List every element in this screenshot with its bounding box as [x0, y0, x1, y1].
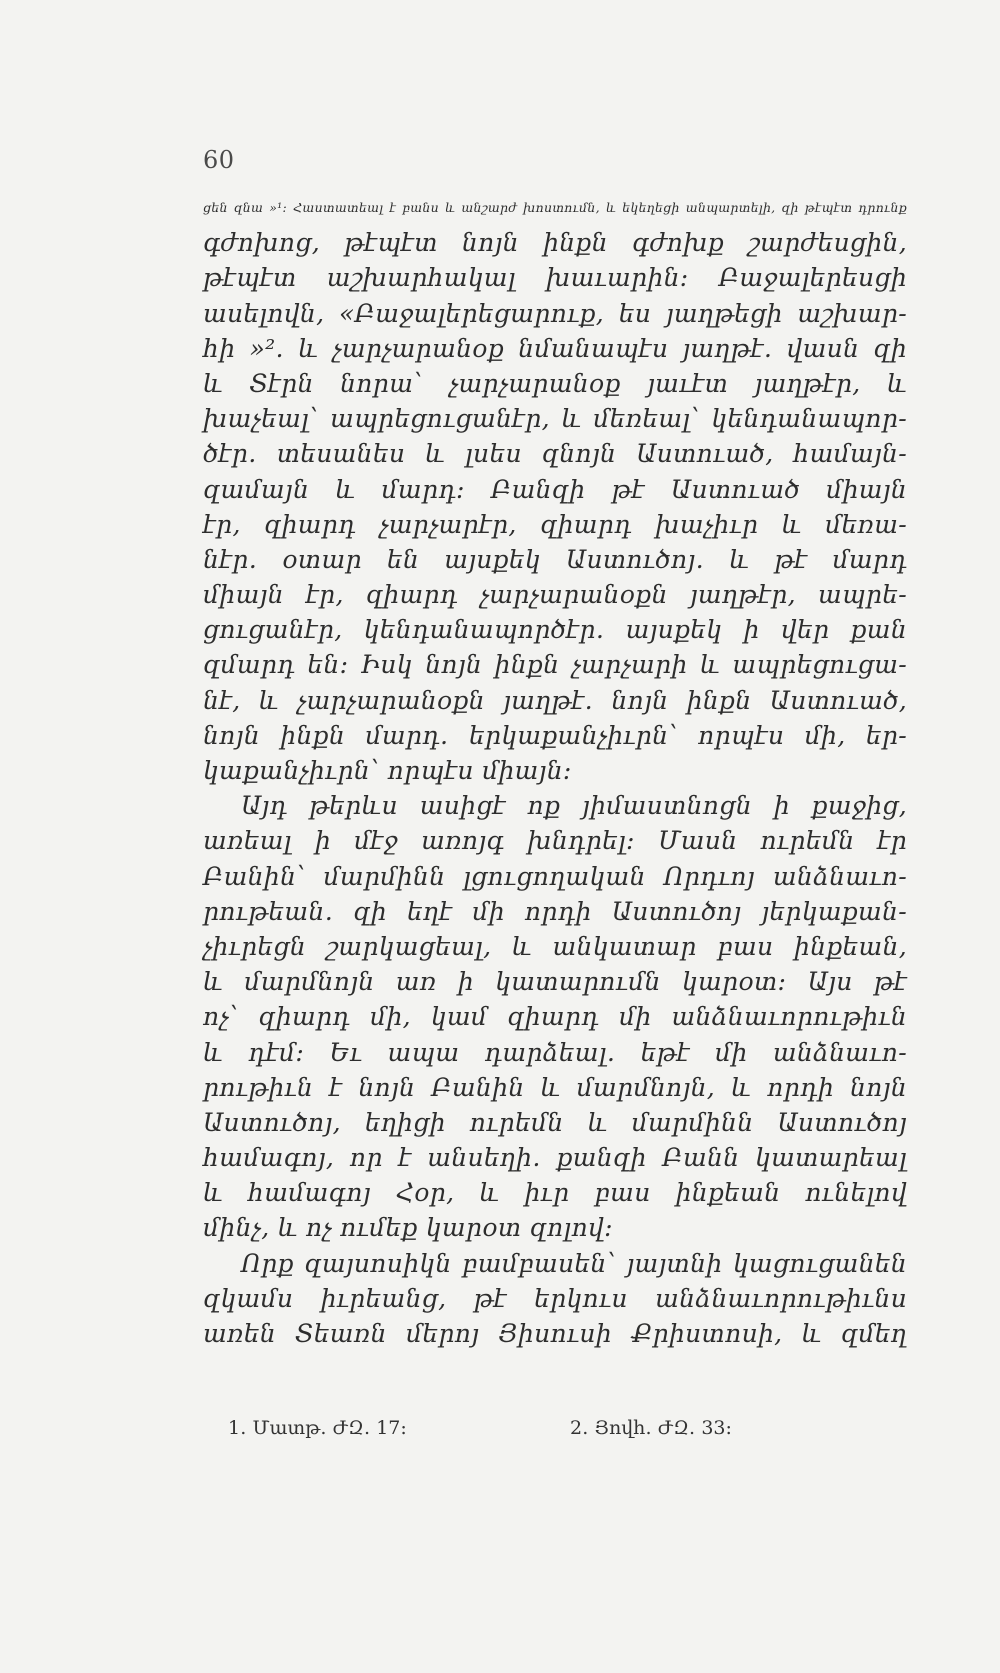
text-line: մինչ, և ոչ ումեք կարօտ զոլով։ — [203, 1213, 613, 1243]
text-line: զամայն և մարդ։ Բանզի թէ Աստուած միայն — [203, 474, 907, 504]
text-line: Աստուծոյ, եղիցի ուրեմն և մարմինն Աստուծոյ — [203, 1107, 907, 1137]
text-line: Բանին՝ մարմինն լցուցողական Որդւոյ անձնաւո- — [203, 861, 907, 891]
text-line: ցուցանէր, կենդանապործէր․ այսքեկ ի վեր քան — [203, 615, 907, 645]
text-line: Որք զայսոսիկն բամբասեն՝ յայտնի կացուցանեն — [241, 1248, 907, 1278]
text-line: նէր․ օտար են այսքեկ Աստուծոյ․ և թէ մարդ — [203, 544, 907, 574]
text-line: և Տէրն նորա՝ չարչարանօք յաւէտ յաղթէր, և — [203, 368, 907, 398]
text-line: րութիւն է նոյն Բանին և մարմնոյն, և որդի նոյն — [203, 1072, 907, 1102]
text-line: առեն Տեառն մերոյ Յիսուսի Քրիստոսի, և զմեղ — [203, 1319, 907, 1348]
text-line: գժոխոց, թէպէտ նոյն ինքն գժոխք շարժեսցին, — [203, 228, 907, 258]
text-line: չիւրեցն շարկացեալ, և անկատար բաս ինքեան, — [203, 931, 907, 961]
text-line: ցեն զնա »¹։ Հաստատեալ է բանս և անշարժ խոստումն, և եկեղեցի անպարտելի, զի թէպէտ դրունք — [203, 200, 907, 215]
text-line: առեալ ի մէջ առոյգ խնդրել։ Մասն ուրեմն էր — [203, 826, 907, 856]
text-line: կաքանչիւրն՝ որպէս միայն։ — [203, 756, 572, 785]
text-line: ծէր․ տեսանես և լսես զնոյն Աստուած, համայն- — [203, 439, 907, 469]
text-line: ասելովն, «Բաջալերեցարուք, ես յաղթեցի աշխար- — [203, 298, 907, 328]
text-line: էր, զիարդ չարչարէր, զիարդ խաչիւր և մեռա- — [203, 509, 907, 539]
text-line: Այդ թերևս ասիցէ ոք յիմաստնոցն ի քաջից, — [241, 791, 907, 821]
text-line: թէպէտ աշխարհակալ խաւարին։ Բաջալերեսցի — [203, 263, 907, 293]
text-line: ոչ՝ զիարդ մի, կամ զիարդ մի անձնաւորութիւն — [203, 1002, 907, 1032]
footnote: 2․ Յովհ․ ԺԶ․ 33։ — [570, 1417, 732, 1439]
text-line: նէ, և չարչարանօքն յաղթէ․ նոյն ինքն Աստուած, — [203, 685, 907, 715]
text-line: խաչեալ՝ ապրեցուցանէր, և մեռեալ՝ կենդանապոր- — [203, 404, 907, 434]
text-line: համագոյ, որ է անսեղի․ քանզի Բանն կատարեալ — [203, 1143, 907, 1173]
footnotes — [228, 1417, 868, 1447]
text-line: րութեան․ զի եղէ մի որդի Աստուծոյ յերկաքան- — [203, 896, 907, 926]
text-line: զկամս իւրեանց, թէ երկուս անձնաւորութիւնս — [203, 1283, 907, 1313]
text-line: և մարմնոյն առ ի կատարումն կարօտ։ Այս թէ — [203, 967, 907, 997]
footnote: 1․ Մատթ․ ԺԶ․ 17։ — [228, 1417, 407, 1439]
text-line: զմարդ են։ Իսկ նոյն ինքն չարչարի և ապրեցուցա- — [203, 650, 907, 680]
page-number: 60 — [203, 146, 235, 174]
text-line: հի »²․ և չարչարանօք նմանապէս յաղթէ․ վասն զի — [203, 333, 907, 363]
text-line: միայն էր, զիարդ չարչարանօքն յաղթէր, ապրե- — [203, 580, 907, 610]
text-line: և համագոյ Հօր, և իւր բաս ինքեան ունելով — [203, 1178, 907, 1208]
text-line: և դէմ։ Եւ ապա դարձեալ․ եթէ մի անձնաւո- — [203, 1037, 907, 1067]
body-text — [203, 190, 907, 1351]
text-line: նոյն ինքն մարդ․ երկաքանչիւրն՝ որպէս մի, եր- — [203, 720, 907, 750]
